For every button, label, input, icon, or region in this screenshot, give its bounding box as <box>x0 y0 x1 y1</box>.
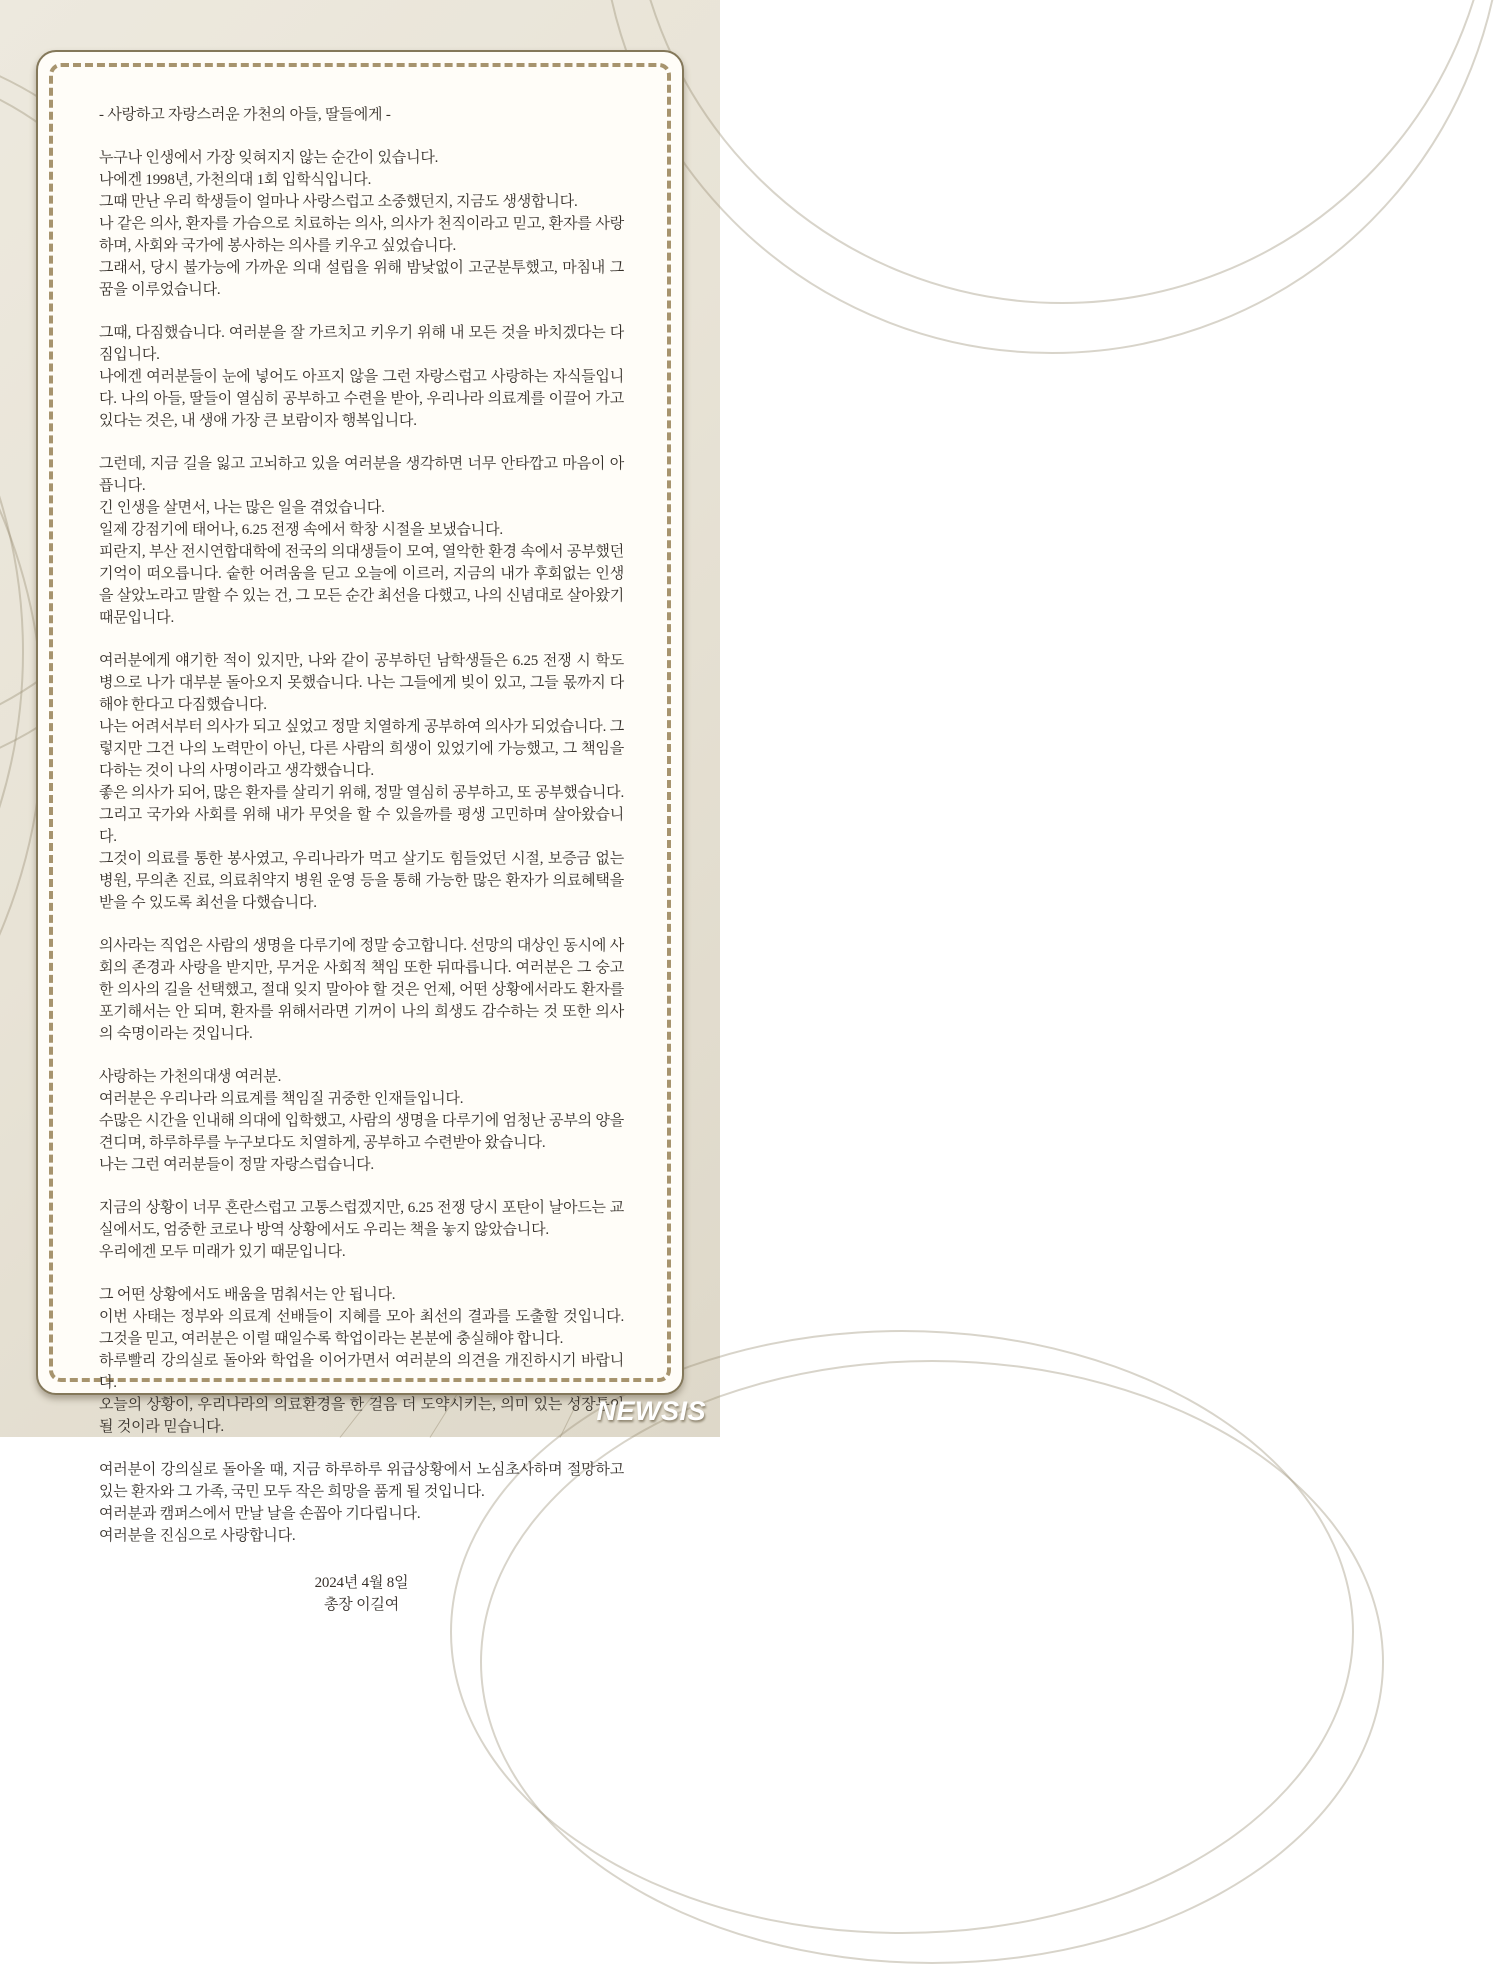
letter-title: - 사랑하고 자랑스러운 가천의 아들, 딸들에게 - <box>99 107 391 123</box>
letter-signature: 총장 이길여 <box>323 1597 399 1613</box>
letter-sentence: 그것이 의료를 통한 봉사였고, 우리나라가 먹고 살기도 힘들었던 시절, 보증금 없는 병원, 무의촌 진료, 의료취약지 병원 운영 등을 통해 가능한 많은 환자가 의료혜택을 받을 수 있도록 최선을 다했습니다. <box>99 851 624 911</box>
letter-sentence: 누구나 인생에서 가장 잊혀지지 않는 순간이 있습니다. <box>99 150 439 166</box>
letter-sentence: 나는 그런 여러분들이 정말 자랑스럽습니다. <box>99 1157 374 1173</box>
news-photo-background <box>0 0 720 1613</box>
letter-paragraph <box>99 650 624 914</box>
background-swirl <box>630 0 1494 304</box>
letter-sentence: 그 어떤 상황에서도 배움을 멈춰서는 안 됩니다. <box>99 1287 396 1303</box>
letter-sentence: 하루빨리 강의실로 돌아와 학업을 이어가면서 여러분의 의견을 개진하시기 바랍니다. <box>99 1353 624 1391</box>
letter-paragraph <box>99 935 624 1045</box>
letter-paragraph <box>99 1197 624 1263</box>
letter-date: 2024년 4월 8일 <box>314 1575 409 1591</box>
letter-sentence: 일제 강점기에 태어나, 6.25 전쟁 속에서 학창 시절을 보냈습니다. <box>99 522 503 538</box>
letter-sentence: 피란지, 부산 전시연합대학에 전국의 의대생들이 모여, 열악한 환경 속에서 공부했던 기억이 떠오릅니다. 숱한 어려움을 딛고 오늘에 이르러, 지금의 내가 후회없는 인생을 살았노라고 말할 수 있는 건, 그 모든 순간 최선을 다했고, 나의 신념대로 살아왔기 때문입니다. <box>99 544 624 626</box>
letter-content <box>70 84 650 1613</box>
letter-body <box>99 147 624 1547</box>
letter-sentence: 나 같은 의사, 환자를 가슴으로 치료하는 의사, 의사가 천직이라고 믿고, 환자를 사랑하며, 사회와 국가에 봉사하는 의사를 키우고 싶었습니다. <box>99 216 624 254</box>
letter-sentence: 그래서, 당시 불가능에 가까운 의대 설립을 위해 밤낮없이 고군분투했고, 마침내 그 꿈을 이루었습니다. <box>99 260 624 298</box>
letter-sentence: 나는 어려서부터 의사가 되고 싶었고 정말 치열하게 공부하여 의사가 되었습니다. 그렇지만 그건 나의 노력만이 아닌, 다른 사람의 희생이 있었기에 가능했고, 그 책임을 다하는 것이 나의 사명이라고 생각했습니다. <box>99 719 624 779</box>
letter-sentence: 지금의 상황이 너무 혼란스럽고 고통스럽겠지만, 6.25 전쟁 당시 포탄이 날아드는 교실에서도, 엄중한 코로나 방역 상황에서도 우리는 책을 놓지 않았습니다. <box>99 1200 624 1238</box>
letter-sentence: 우리에겐 모두 미래가 있기 때문입니다. <box>99 1244 346 1260</box>
letter-sentence: 의사라는 직업은 사람의 생명을 다루기에 정말 숭고합니다. 선망의 대상인 동시에 사회의 존경과 사랑을 받지만, 무거운 사회적 책임 또한 뒤따릅니다. 여러분은 그 숭고한 의사의 길을 선택했고, 절대 잊지 말아야 할 것은 언제, 어떤 상황에서라도 환자를 포기해서는 안 되며, 환자를 위해서라면 기꺼이 나의 희생도 감수하는 것 또한 의사의 숙명이라는 것입니다. <box>99 938 624 1042</box>
letter-sentence: 오늘의 상황이, 우리나라의 의료환경을 한 걸음 더 도약시키는, 의미 있는 성장통이 될 것이라 믿습니다. <box>99 1397 624 1435</box>
letter-sentence: 그때, 다짐했습니다. 여러분을 잘 가르치고 키우기 위해 내 모든 것을 바치겠다는 다짐입니다. <box>99 325 624 363</box>
letter-sentence: 여러분에게 얘기한 적이 있지만, 나와 같이 공부하던 남학생들은 6.25 전쟁 시 학도병으로 나가 대부분 돌아오지 못했습니다. 나는 그들에게 빚이 있고, 그들 몫까지 다해야 한다고 다짐했습니다. <box>99 653 624 713</box>
newsis-watermark: NEWSIS <box>596 1396 706 1426</box>
letter-paragraph <box>99 453 624 629</box>
letter-sentence: 여러분이 강의실로 돌아올 때, 지금 하루하루 위급상황에서 노심초사하며 절망하고 있는 환자와 그 가족, 국민 모두 작은 희망을 품게 될 것입니다. <box>99 1462 624 1500</box>
letter-paragraph <box>99 147 624 301</box>
letter-paragraph <box>99 322 624 432</box>
letter-sentence: 수많은 시간을 인내해 의대에 입학했고, 사람의 생명을 다루기에 엄청난 공부의 양을 견디며, 하루하루를 누구보다도 치열하게, 공부하고 수련받아 왔습니다. <box>99 1113 624 1151</box>
letter-paragraph <box>99 1066 624 1176</box>
letter-sentence: 여러분과 캠퍼스에서 만날 날을 손꼽아 기다립니다. <box>99 1506 421 1522</box>
letter-paragraph <box>99 1459 624 1547</box>
letter-paragraph <box>99 1284 624 1438</box>
letter-sentence: 긴 인생을 살면서, 나는 많은 일을 겪었습니다. <box>99 500 385 516</box>
letter-sentence: 좋은 의사가 되어, 많은 환자를 살리기 위해, 정말 열심히 공부하고, 또 공부했습니다. 그리고 국가와 사회를 위해 내가 무엇을 할 수 있을까를 평생 고민하며 살아왔습니다. <box>99 785 624 845</box>
letter-sentence: 나에겐 1998년, 가천의대 1회 입학식입니다. <box>99 172 372 188</box>
letter-sentence: 그때 만난 우리 학생들이 얼마나 사랑스럽고 소중했던지, 지금도 생생합니다. <box>99 194 578 210</box>
letter-sentence: 그런데, 지금 길을 잃고 고뇌하고 있을 여러분을 생각하면 너무 안타깝고 마음이 아픕니다. <box>99 456 624 494</box>
letter-sentence: 나에겐 여러분들이 눈에 넣어도 아프지 않을 그런 자랑스럽고 사랑하는 자식들입니다. 나의 아들, 딸들이 열심히 공부하고 수련을 받아, 우리나라 의료계를 이끌어 가고 있다는 것은, 내 생애 가장 큰 보람이자 행복입니다. <box>99 369 624 429</box>
letter-sentence: 이번 사태는 정부와 의료계 선배들이 지혜를 모아 최선의 결과를 도출할 것입니다. 그것을 믿고, 여러분은 이럴 때일수록 학업이라는 본분에 충실해야 합니다. <box>99 1309 624 1347</box>
letter-sentence: 여러분을 진심으로 사랑합니다. <box>99 1528 296 1544</box>
letter-sentence: 여러분은 우리나라 의료계를 책임질 귀중한 인재들입니다. <box>99 1091 464 1107</box>
letter-sentence: 사랑하는 가천의대생 여러분. <box>99 1069 282 1085</box>
